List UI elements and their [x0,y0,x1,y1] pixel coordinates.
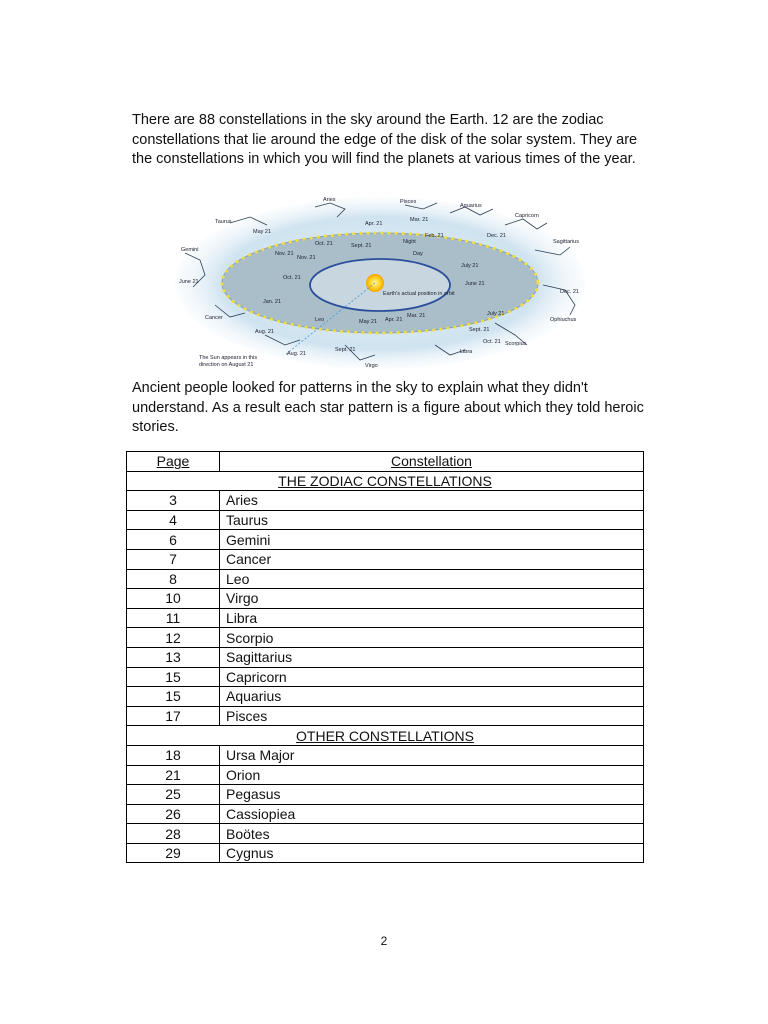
orbit-caption: Day [413,251,423,257]
date-label: Dec. 21 [560,289,579,295]
date-label: Feb. 21 [425,233,444,239]
table-row [127,647,644,667]
constellation-cell: Libra [220,608,644,628]
table-row [127,510,644,530]
date-label: Apr. 21 [385,317,403,323]
constellation-cell: Gemini [220,530,644,550]
constellation-cell: Aries [220,491,644,511]
orbit-caption: Night [403,239,416,245]
table-row [127,745,644,765]
table-row [127,589,644,609]
constellation-cell: Cygnus [220,843,644,863]
table-row [127,491,644,511]
date-label: Sept. 21 [351,243,372,249]
constellation-label: Taurus [215,219,232,225]
table-row [127,706,644,726]
table-row [127,843,644,863]
table-row [127,628,644,648]
header-page-label: Page [156,453,190,470]
constellation-cell: Ursa Major [220,745,644,765]
page-cell: 15 [127,687,220,707]
constellation-label: Capricorn [515,213,539,219]
header-page [127,452,220,472]
date-label: Sept. 21 [469,327,490,333]
sun-note: direction on August 21 [199,362,254,368]
header-constellation [220,452,644,472]
constellation-table [126,451,644,863]
table-row [127,569,644,589]
constellation-cell: Scorpio [220,628,644,648]
date-label: May 21 [359,319,378,325]
page-cell: 21 [127,765,220,785]
page-cell: 13 [127,647,220,667]
section-row [127,726,644,746]
date-label: Oct. 21 [483,339,501,345]
constellation-cell: Leo [220,569,644,589]
date-label: Oct. 21 [315,241,333,247]
constellation-cell: Virgo [220,589,644,609]
constellation-label: Aquarius [460,203,482,209]
page-cell: 12 [127,628,220,648]
page-cell: 3 [127,491,220,511]
constellation-cell: Aquarius [220,687,644,707]
constellation-cell: Cassiopiea [220,804,644,824]
constellation-label: Ophiuchus [550,317,577,323]
table-header-row [127,452,644,472]
date-label: June 21 [179,279,199,285]
date-label: May 21 [253,229,272,235]
table-row [127,667,644,687]
date-label: Nov. 21 [275,251,294,257]
constellation-label: Leo [315,317,325,323]
page-cell: 8 [127,569,220,589]
date-label: Nov. 21 [297,255,316,261]
constellation-cell: Pisces [220,706,644,726]
page-cell: 26 [127,804,220,824]
constellation-label: Libra [460,349,473,355]
table-row [127,608,644,628]
sun-note: The Sun appears in this [199,355,258,361]
page-cell: 4 [127,510,220,530]
table-row [127,687,644,707]
page-cell: 15 [127,667,220,687]
body-paragraph: Ancient people looked for patterns in the sky to explain what they didn't understand. As a result each star pattern is a figure about which they told heroic stories. [132,380,644,435]
page-cell: 18 [127,745,220,765]
date-label: July 21 [461,263,479,269]
section-title [127,471,644,491]
date-label: June 21 [465,281,485,287]
section-title [127,726,644,746]
table-row [127,785,644,805]
constellation-label: Scorpius [505,341,527,347]
page-cell: 29 [127,843,220,863]
section-title-label: THE ZODIAC CONSTELLATIONS [278,472,492,489]
page-cell: 10 [127,589,220,609]
page-cell: 7 [127,549,220,569]
table-row [127,549,644,569]
constellation-cell: Taurus [220,510,644,530]
date-label: Apr. 21 [365,221,383,227]
date-label: Aug. 21 [255,329,274,335]
page-number: 2 [380,934,388,948]
date-label: Mar. 21 [407,313,426,319]
table-row [127,765,644,785]
date-label: July 21 [487,311,505,317]
constellation-cell: Cancer [220,549,644,569]
section-title-label: OTHER CONSTELLATIONS [296,727,474,744]
constellation-label: Gemini [181,247,199,253]
constellation-cell: Capricorn [220,667,644,687]
date-label: Oct. 21 [283,275,301,281]
constellation-label: Aries [323,197,336,203]
constellation-cell: Pegasus [220,785,644,805]
page-cell: 11 [127,608,220,628]
zodiac-orbit-diagram [175,195,585,370]
date-label: Mar. 21 [410,217,429,223]
constellation-cell: Boötes [220,824,644,844]
constellation-cell: Orion [220,765,644,785]
page-cell: 17 [127,706,220,726]
intro-paragraph: There are 88 constellations in the sky around the Earth. 12 are the zodiac constellations that lie around the edge of the disk of the solar system. They are the constellations in which you will find the planets at various times of the year. [132,112,638,167]
table-row [127,530,644,550]
table-row [127,824,644,844]
header-constellation-label: Constellation [391,453,472,470]
constellation-cell: Sagittarius [220,647,644,667]
page-cell: 28 [127,824,220,844]
orbit-caption: Earth's actual position in orbit [383,291,455,297]
date-label: Sept. 21 [335,347,356,353]
constellation-label: Pisces [400,199,417,205]
section-row [127,471,644,491]
table-row [127,804,644,824]
date-label: Jan. 21 [263,299,282,305]
page-cell: 6 [127,530,220,550]
constellation-label: Cancer [205,315,223,321]
constellation-label: Sagittarius [553,239,579,245]
date-label: Aug. 21 [287,351,306,357]
constellation-label: Virgo [365,363,378,369]
page-cell: 25 [127,785,220,805]
date-label: Dec. 21 [487,233,506,239]
